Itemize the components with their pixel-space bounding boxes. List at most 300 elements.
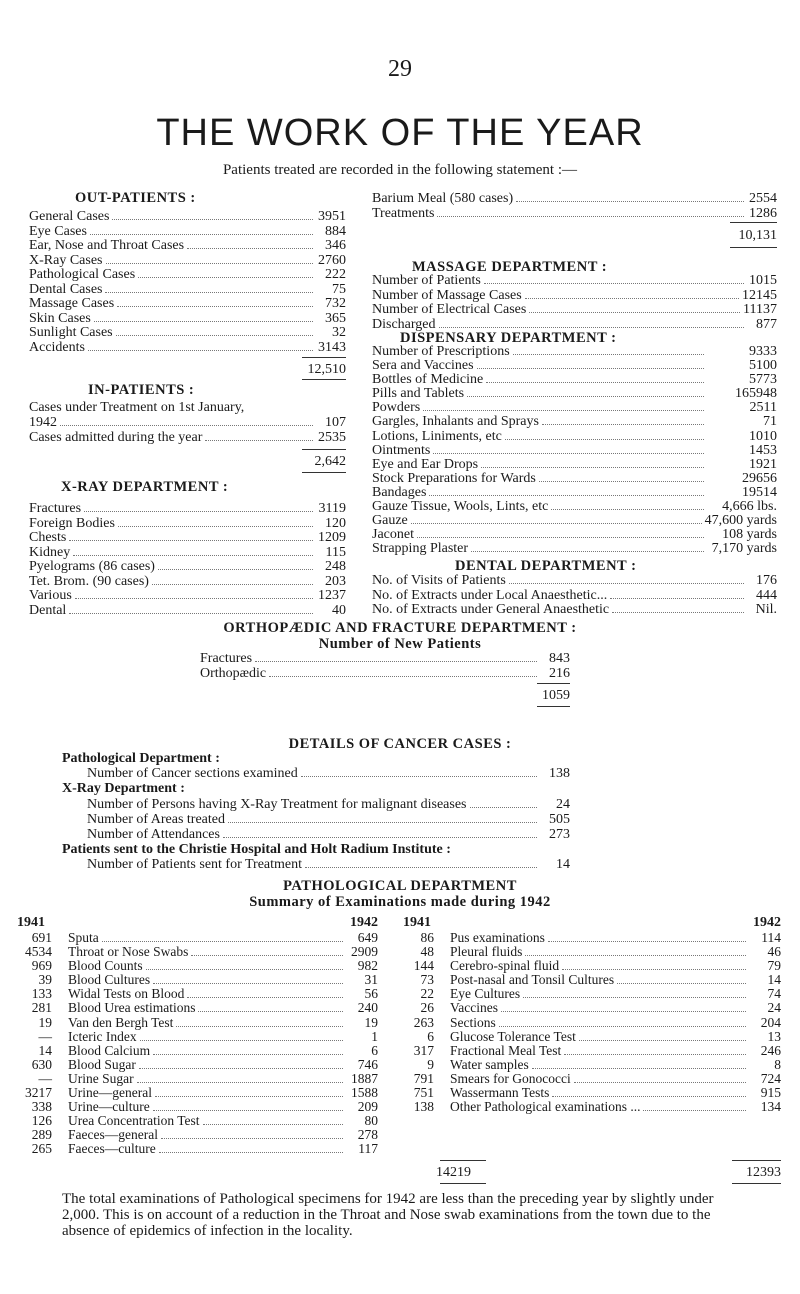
list-row [372, 542, 777, 556]
list-row [372, 500, 777, 514]
row-value: 24 [556, 797, 570, 812]
pathology-left-table [16, 931, 378, 1157]
cell-label [52, 1100, 346, 1114]
rule [302, 449, 346, 450]
row-value: 2760 [318, 252, 346, 268]
table-row [16, 1142, 378, 1156]
leader-dots [116, 335, 313, 336]
row-value: 3143 [318, 339, 346, 355]
cell-label [52, 931, 346, 945]
leader-dots [499, 1026, 746, 1027]
leader-dots [477, 368, 704, 369]
ortho-total: 1059 [542, 688, 570, 703]
left-col-1941-header: 1941 [17, 915, 45, 930]
table-row [398, 1001, 781, 1015]
row-value: 3951 [318, 209, 346, 224]
cell-1942: 724 [760, 1070, 781, 1086]
cell-1942: 240 [357, 1000, 378, 1016]
table-row [398, 1072, 781, 1086]
table-row [398, 1030, 781, 1044]
leader-dots [159, 1152, 343, 1153]
cell-label [52, 1072, 346, 1086]
row-value: 1209 [318, 530, 346, 545]
cell-1942: 278 [357, 1127, 378, 1143]
leader-dots [579, 1040, 746, 1041]
table-row [16, 1058, 378, 1072]
table-row [16, 1114, 378, 1128]
row-label: Various [29, 588, 72, 603]
cell-1942: 1588 [351, 1085, 378, 1101]
row-label: Bandages [372, 484, 427, 500]
row-value: Nil. [755, 602, 777, 617]
cell-1942: 2909 [351, 944, 378, 960]
leader-dots [118, 526, 313, 527]
rule [537, 706, 570, 707]
leader-dots [539, 481, 704, 482]
cell-1941: 86 [420, 930, 434, 945]
row-value: 5100 [749, 358, 777, 374]
row-value: 203 [325, 573, 346, 589]
list-row [29, 225, 346, 240]
examination-label: Sputa [68, 930, 99, 945]
cell-1941: 4534 [25, 944, 52, 960]
rule [730, 222, 777, 223]
list-row [29, 326, 346, 341]
cell-1942: 204 [760, 1014, 781, 1030]
leader-dots [471, 551, 704, 552]
cell-1941: 281 [31, 1000, 52, 1016]
row-label: Sunlight Cases [29, 325, 113, 340]
cell-1941: 22 [420, 986, 434, 1002]
cell-1942: 114 [761, 930, 781, 945]
row-label: No. of Extracts under General Anaesthetic [372, 602, 610, 617]
row-label: Stock Preparations for Wards [372, 470, 536, 486]
row-value: 877 [756, 316, 777, 332]
cell-1941: 48 [420, 944, 434, 960]
row-label: Jaconet [372, 527, 414, 543]
cell-label [434, 1001, 749, 1015]
row-label: General Cases [29, 209, 110, 224]
dispensary-list [372, 345, 777, 556]
list-row [372, 274, 777, 289]
row-value: 176 [756, 573, 777, 588]
cell-1942: 79 [767, 958, 781, 974]
row-label: Bottles of Medicine [372, 372, 484, 388]
list-row [372, 444, 777, 458]
cell-1941: 630 [31, 1056, 52, 1072]
leader-dots [105, 292, 313, 293]
out-patients-list [29, 210, 346, 355]
right-col-1941-header: 1941 [403, 915, 431, 930]
row-label: Orthopædic [200, 665, 267, 681]
cell-label [52, 959, 346, 973]
cell-1941: — [38, 1070, 52, 1086]
row-label: Number of Prescriptions [372, 344, 510, 359]
intro-text: Patients treated are recorded in the following statement :— [222, 162, 578, 178]
cell-1941: 26 [420, 1000, 434, 1016]
row-value: 19514 [742, 484, 777, 500]
row-label: Barium Meal (580 cases) [372, 191, 514, 206]
cell-label [434, 1016, 749, 1030]
leader-dots [94, 321, 313, 322]
leader-dots [140, 1040, 343, 1041]
examination-label: Faeces—culture [68, 1141, 156, 1157]
rule [440, 1160, 486, 1161]
cell-1941: 6 [427, 1028, 434, 1044]
closing-note: The total examinations of Pathological specimens for 1942 are less than the preceding year by slightly under 2,000. This is on account of a reduction in the Throat and Nose swab examinations from the town due to the absence of epidemics of infection in the locality. [62, 1191, 714, 1239]
table-row [398, 987, 781, 1001]
row-value: 273 [549, 827, 570, 842]
leader-dots [523, 997, 746, 998]
leader-dots [564, 1054, 746, 1055]
row-label: Number of Areas treated [87, 812, 225, 827]
table-row [16, 1072, 378, 1086]
row-label: Eye Cases [29, 223, 87, 239]
leader-dots [574, 1082, 746, 1083]
row-label: Number of Massage Cases [372, 287, 522, 303]
leader-dots [90, 234, 313, 235]
row-value: 216 [549, 665, 570, 681]
cell-1942: 746 [357, 1056, 378, 1072]
leader-dots [117, 306, 313, 307]
in-patients-heading: IN-PATIENTS : [88, 382, 195, 398]
examination-label: Urine—culture [68, 1099, 150, 1115]
examination-label: Glucose Tolerance Test [450, 1028, 576, 1044]
table-row [16, 987, 378, 1001]
leader-dots [191, 955, 343, 956]
list-row [87, 827, 570, 842]
pathology-total-1941: 14219 [436, 1165, 471, 1180]
row-value: 165948 [735, 386, 777, 402]
cell-label [52, 1001, 346, 1015]
leader-dots [529, 312, 740, 313]
out-patients-total: 12,510 [307, 362, 346, 377]
cell-label [52, 1114, 346, 1128]
cancer-heading: DETAILS OF CANCER CASES : [288, 736, 512, 752]
leader-dots [467, 396, 704, 397]
cell-1941: 144 [413, 958, 434, 974]
list-row [372, 430, 777, 444]
cell-1942: 24 [767, 1000, 781, 1016]
cell-1942: 915 [760, 1085, 781, 1101]
leader-dots [153, 1054, 343, 1055]
leader-dots [88, 350, 313, 351]
cell-label [52, 973, 346, 987]
leader-dots [155, 1096, 343, 1097]
cell-label [52, 1016, 346, 1030]
examination-label: Van den Bergh Test [68, 1014, 174, 1030]
leader-dots [187, 248, 313, 249]
row-value: 1286 [749, 205, 777, 221]
list-row [29, 560, 346, 575]
in-patients-row2 [29, 431, 346, 445]
row-label: Foreign Bodies [29, 515, 115, 531]
leader-dots [138, 277, 313, 278]
list-row [29, 502, 346, 517]
row-value: 32 [332, 325, 346, 340]
row-value: 2511 [749, 400, 777, 416]
table-row [398, 1058, 781, 1072]
ortho-heading: ORTHOPÆDIC AND FRACTURE DEPARTMENT : [223, 620, 577, 636]
examination-label: Eye Cultures [450, 986, 521, 1002]
rule [732, 1183, 781, 1184]
row-label: Ointments [372, 442, 431, 458]
cell-label [434, 1086, 749, 1100]
leader-dots [152, 584, 313, 585]
leader-dots [437, 216, 744, 217]
leader-dots [106, 263, 314, 264]
table-row [16, 959, 378, 973]
examination-label: Fractional Meal Test [450, 1042, 562, 1058]
list-row [29, 268, 346, 283]
row-label: Dental [29, 602, 67, 618]
in-patients-row1-label-a: Cases under Treatment on 1st January, [29, 400, 245, 415]
examination-label: Widal Tests on Blood [68, 986, 185, 1002]
rule [302, 379, 346, 380]
row-value: 120 [325, 515, 346, 531]
table-row [16, 1044, 378, 1058]
row-label: Number of Cancer sections examined [87, 766, 298, 781]
list-row [372, 486, 777, 500]
cell-1941: 791 [413, 1070, 434, 1086]
row-label: Eye and Ear Drops [372, 456, 479, 472]
table-row [398, 1086, 781, 1100]
leader-dots [551, 509, 704, 510]
cell-1941: 73 [420, 972, 434, 988]
examination-label: Urine Sugar [68, 1070, 134, 1086]
cell-1942: 46 [767, 944, 781, 960]
cancer-xray-heading: X-Ray Department : [62, 781, 185, 796]
row-label: Number of Patients [372, 273, 481, 288]
examination-label: Blood Urea estimations [68, 1000, 196, 1016]
leader-dots [69, 613, 313, 614]
row-value: 7,170 yards [711, 541, 777, 557]
examination-label: Faeces—general [68, 1127, 158, 1143]
leader-dots [513, 354, 704, 355]
row-label: Discharged [372, 316, 436, 332]
cell-1941: 14 [38, 1042, 52, 1058]
table-row [16, 1001, 378, 1015]
leader-dots [153, 983, 343, 984]
row-label: No. of Visits of Patients [372, 573, 506, 588]
dispensary-heading: DISPENSARY DEPARTMENT : [400, 330, 617, 346]
row-value: 1453 [749, 442, 777, 458]
table-row [16, 1016, 378, 1030]
rule [440, 1183, 486, 1184]
row-value: 843 [549, 651, 570, 666]
leader-dots [439, 327, 745, 328]
cell-label [52, 1044, 346, 1058]
right-top-total: 10,131 [738, 228, 777, 243]
cell-1942: 6 [371, 1042, 378, 1058]
cell-1942: 8 [774, 1056, 781, 1072]
examination-label: Blood Calcium [68, 1042, 151, 1058]
cell-label [52, 1142, 346, 1156]
dental-list [372, 574, 777, 618]
row-value: 222 [325, 267, 346, 282]
cell-1941: 138 [413, 1099, 434, 1115]
list-row [372, 415, 777, 429]
leader-dots [643, 1110, 746, 1111]
cell-1941: 289 [31, 1127, 52, 1143]
cell-label [434, 973, 749, 987]
cell-label [434, 945, 749, 959]
table-row [16, 931, 378, 945]
row-label: No. of Extracts under Local Anaesthetic... [372, 587, 608, 603]
leader-dots [158, 569, 313, 570]
cell-label [434, 1058, 749, 1072]
row-value: 47,600 yards [704, 513, 777, 529]
row-label: 1942 [29, 415, 57, 430]
list-row [29, 531, 346, 546]
examination-label: Vaccines [450, 1000, 498, 1016]
rule [537, 683, 570, 684]
examination-label: Post-nasal and Tonsil Cultures [450, 972, 615, 988]
leader-dots [525, 955, 746, 956]
page-number: 29 [388, 56, 412, 82]
row-label: Sera and Vaccines [372, 358, 474, 374]
row-label: Pathological Cases [29, 267, 136, 282]
examination-label: Urine—general [68, 1085, 152, 1101]
row-label: Kidney [29, 544, 71, 560]
out-patients-heading: OUT-PATIENTS : [75, 190, 196, 206]
cancer-xray-list [87, 797, 570, 842]
row-value: 9333 [749, 344, 777, 359]
row-label: Gauze [372, 513, 408, 529]
row-value: 108 yards [722, 527, 777, 543]
pathology-subheading: Summary of Examinations made during 1942 [249, 894, 551, 910]
cell-1941: 317 [413, 1042, 434, 1058]
cell-1942: 31 [364, 972, 378, 988]
table-row [16, 945, 378, 959]
leader-dots [423, 410, 704, 411]
list-row [372, 345, 777, 359]
in-patients-row1 [29, 416, 346, 430]
right-top-list [372, 192, 777, 221]
leader-dots [532, 1068, 746, 1069]
row-label: Number of Patients sent for Treatment [87, 857, 303, 872]
examination-label: Blood Counts [68, 958, 143, 974]
cell-1942: 19 [364, 1014, 378, 1030]
cell-1942: 246 [760, 1042, 781, 1058]
rule [732, 1160, 781, 1161]
xray-list [29, 502, 346, 618]
row-label: Fractures [200, 651, 253, 666]
table-row [398, 1016, 781, 1030]
cell-1941: — [38, 1028, 52, 1044]
list-row [372, 458, 777, 472]
leader-dots [417, 537, 704, 538]
list-row [87, 797, 570, 812]
cell-1941: 39 [38, 972, 52, 988]
cell-label [434, 987, 749, 1001]
table-row [398, 1044, 781, 1058]
table-row [398, 959, 781, 973]
row-value: 1921 [749, 456, 777, 472]
list-row [200, 652, 570, 667]
cell-label [434, 1100, 749, 1114]
row-value: 5773 [749, 372, 777, 388]
rule [302, 472, 346, 473]
leader-dots [75, 598, 313, 599]
row-value: 1015 [749, 273, 777, 288]
massage-heading: MASSAGE DEPARTMENT : [412, 259, 608, 275]
row-value: 4,666 lbs. [722, 499, 777, 515]
list-row [29, 239, 346, 254]
leader-dots [112, 219, 313, 220]
row-label: Gargles, Inhalants and Sprays [372, 414, 539, 430]
list-row [372, 359, 777, 373]
leader-dots [516, 201, 744, 202]
cell-1941: 691 [31, 930, 52, 945]
cell-1942: 134 [760, 1099, 781, 1115]
pathology-total-1942: 12393 [746, 1165, 781, 1180]
examination-label: Smears for Gonococci [450, 1070, 571, 1086]
xray-heading: X-RAY DEPARTMENT : [61, 479, 229, 495]
cell-1942: 13 [767, 1028, 781, 1044]
leader-dots [470, 807, 538, 808]
leader-dots [617, 983, 746, 984]
list-row [29, 283, 346, 298]
list-row [29, 254, 346, 269]
row-label: Cases admitted during the year [29, 430, 203, 445]
row-label: X-Ray Cases [29, 252, 103, 268]
examination-label: Wassermann Tests [450, 1085, 550, 1101]
leader-dots [228, 822, 537, 823]
list-row [372, 401, 777, 415]
table-row [398, 945, 781, 959]
row-label: Accidents [29, 339, 85, 355]
cell-1942: 117 [358, 1141, 378, 1157]
examination-label: Pleural fluids [450, 944, 523, 960]
examination-label: Urea Concentration Test [68, 1113, 200, 1129]
table-row [16, 1100, 378, 1114]
dental-heading: DENTAL DEPARTMENT : [455, 558, 637, 574]
list-row [200, 667, 570, 682]
in-patients-total: 2,642 [314, 454, 346, 469]
right-col-1942-header: 1942 [753, 915, 781, 930]
row-value: 3119 [318, 501, 346, 516]
list-row [372, 207, 777, 222]
row-label: Number of Persons having X-Ray Treatment for malignant diseases [87, 797, 467, 812]
leader-dots [84, 511, 313, 512]
row-value: 11137 [743, 302, 777, 317]
leader-dots [161, 1138, 343, 1139]
examination-label: Water samples [450, 1056, 529, 1072]
cell-1942: 1887 [351, 1070, 378, 1086]
list-row [29, 589, 346, 604]
list-row [29, 546, 346, 561]
row-label: Dental Cases [29, 281, 103, 297]
row-value: 1237 [318, 588, 346, 603]
row-label: Ear, Nose and Throat Cases [29, 238, 185, 253]
list-row [29, 517, 346, 532]
cell-label [52, 1086, 346, 1100]
leader-dots [69, 540, 313, 541]
massage-list [372, 274, 777, 332]
row-value: 107 [325, 415, 346, 430]
list-row [372, 192, 777, 207]
list-row [372, 373, 777, 387]
cell-label [52, 987, 346, 1001]
leader-dots [484, 283, 744, 284]
leader-dots [505, 439, 704, 440]
row-label: Pills and Tablets [372, 386, 465, 402]
row-label: Strapping Plaster [372, 541, 469, 557]
cancer-path-heading: Pathological Department : [62, 751, 220, 766]
leader-dots [481, 467, 704, 468]
cell-label [434, 959, 749, 973]
